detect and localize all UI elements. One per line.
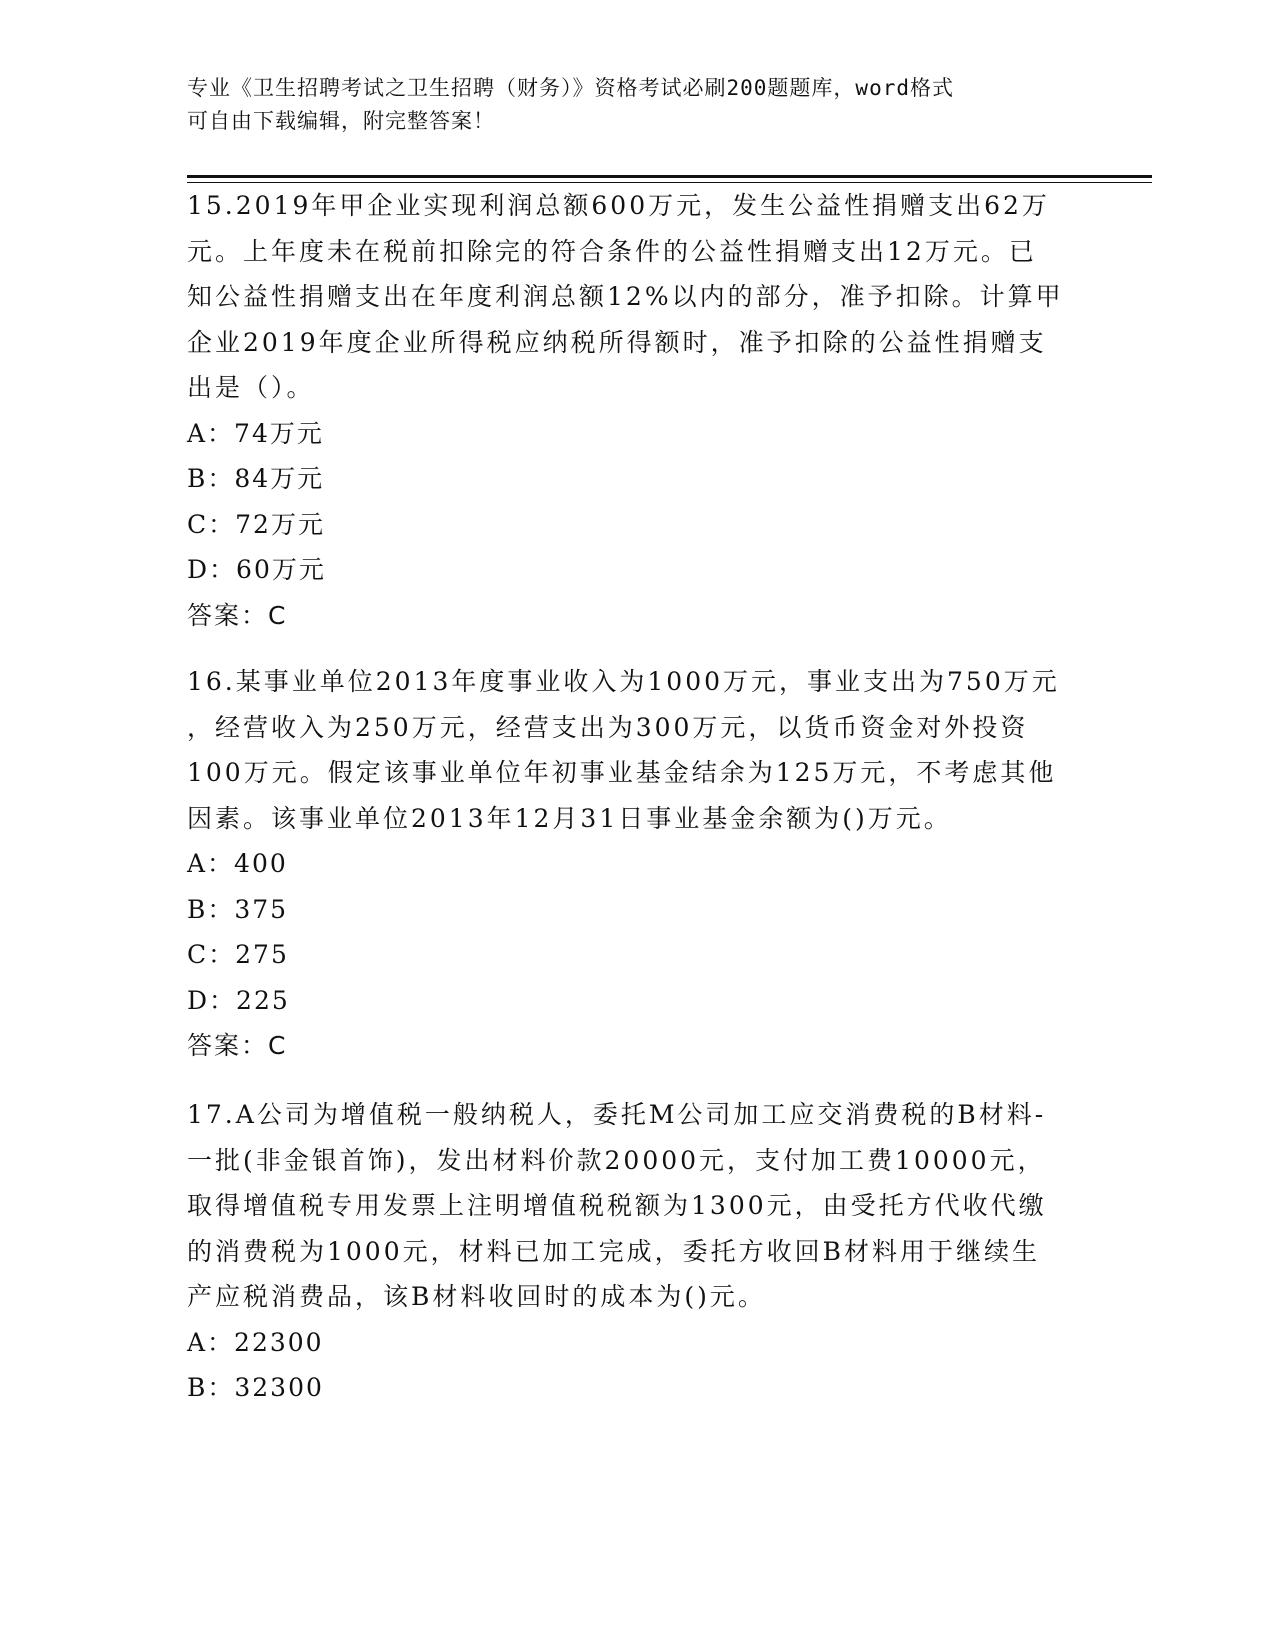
option-b: B：84万元 bbox=[187, 464, 325, 493]
question-stem bbox=[187, 183, 1087, 411]
stem-line: 企业2019年度企业所得税应纳税所得额时，准予扣除的公益性捐赠支 bbox=[187, 327, 1047, 357]
stem-line: 15.2019年甲企业实现利润总额600万元，发生公益性捐赠支出62万 bbox=[187, 191, 1050, 220]
document-header bbox=[187, 72, 1067, 138]
answer-label: 答案：C bbox=[187, 1031, 288, 1060]
option-a: A：400 bbox=[187, 849, 288, 878]
option-a: A：74万元 bbox=[187, 418, 324, 448]
stem-line: 17.A公司为增值税一般纳税人，委托M公司加工应交消费税的B材料- bbox=[187, 1100, 1047, 1129]
stem-line: 16.某事业单位2013年度事业收入为1000万元，事业支出为750万元 bbox=[187, 667, 1060, 696]
option-d: D：225 bbox=[187, 985, 290, 1015]
stem-line: ，经营收入为250万元，经营支出为300万元，以货币资金对外投资 bbox=[187, 712, 1029, 742]
stem-line: 因素。该事业单位2013年12月31日事业基金余额为()万元。 bbox=[187, 803, 952, 833]
option-a: A：22300 bbox=[187, 1327, 324, 1357]
stem-line: 产应税消费品，该B材料收回时的成本为()元。 bbox=[187, 1282, 766, 1311]
stem-line: 知公益性捐赠支出在年度利润总额12%以内的部分，准予扣除。计算甲 bbox=[187, 282, 1064, 311]
question-15 bbox=[187, 183, 1087, 638]
stem-line: 100万元。假定该事业单位年初事业基金结余为125万元，不考虑其他 bbox=[187, 758, 1057, 787]
question-16 bbox=[187, 659, 1087, 1069]
option-b: B：375 bbox=[187, 894, 289, 924]
answer-label: 答案：C bbox=[187, 600, 288, 630]
question-stem bbox=[187, 659, 1087, 841]
stem-line: 一批(非金银首饰)，发出材料价款20000元，支付加工费10000元， bbox=[187, 1145, 1046, 1175]
question-stem bbox=[187, 1092, 1087, 1320]
stem-line: 出是（）。 bbox=[187, 373, 315, 402]
option-d: D：60万元 bbox=[187, 555, 326, 584]
header-title-line-1: 专业《卫生招聘考试之卫生招聘（财务）》资格考试必刷200题题库，word格式 bbox=[187, 76, 954, 100]
option-b: B：32300 bbox=[187, 1373, 324, 1402]
stem-line: 元。上年度未在税前扣除完的符合条件的公益性捐赠支出12万元。已 bbox=[187, 236, 1037, 266]
header-divider-thick bbox=[187, 175, 1152, 178]
option-c: C：275 bbox=[187, 940, 289, 969]
option-c: C：72万元 bbox=[187, 509, 325, 539]
question-17 bbox=[187, 1092, 1087, 1411]
stem-line: 的消费税为1000元，材料已加工完成，委托方收回B材料用于继续生 bbox=[187, 1236, 1040, 1266]
stem-line: 取得增值税专用发票上注明增值税税额为1300元，由受托方代收代缴 bbox=[187, 1191, 1047, 1220]
header-title-line-2: 可自由下载编辑，附完整答案！ bbox=[187, 109, 495, 133]
